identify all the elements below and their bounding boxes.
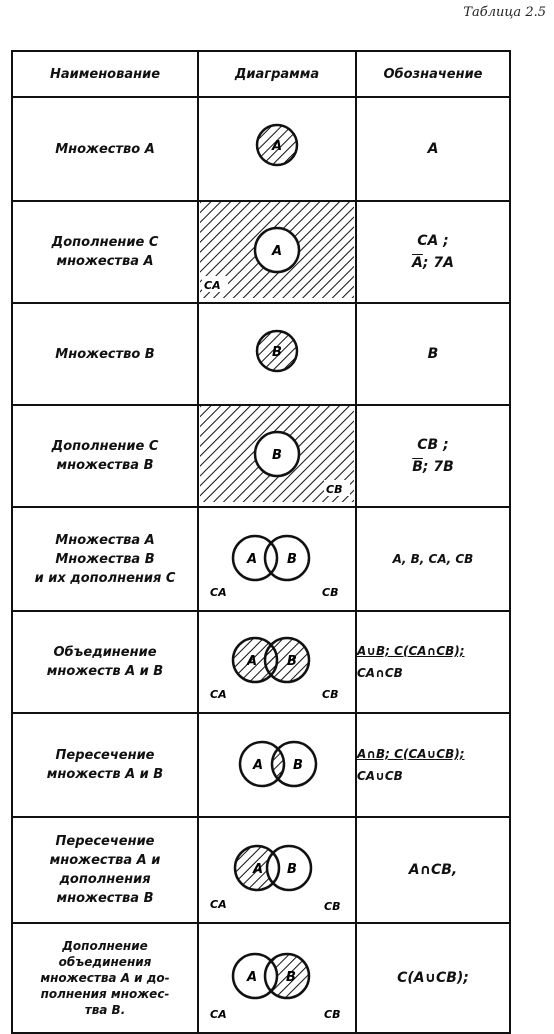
venn-diagram bbox=[198, 405, 356, 507]
designation: СА ; А; 7А bbox=[356, 201, 510, 303]
label-cb: СВ bbox=[322, 586, 339, 599]
label-a: А bbox=[246, 970, 258, 985]
label-cb: СВ bbox=[322, 688, 339, 701]
label-a: А bbox=[271, 244, 283, 259]
table-row bbox=[12, 713, 510, 817]
label-ca: СА bbox=[210, 1008, 227, 1021]
row-name: Дополнение С множества А bbox=[12, 201, 198, 303]
label-ca: СА bbox=[210, 688, 227, 701]
table-row bbox=[12, 97, 510, 201]
venn-diagram bbox=[198, 201, 356, 303]
label-a: А bbox=[246, 552, 258, 567]
row-name: Множества А Множества В и их дополнения С bbox=[12, 507, 198, 611]
label-cb: СВ bbox=[326, 483, 343, 496]
row-name: Пересечение множеств А и В bbox=[12, 713, 198, 817]
table-row bbox=[12, 507, 510, 611]
venn-diagram bbox=[198, 611, 356, 713]
designation: А, В, СА, СВ bbox=[356, 507, 510, 611]
label-b: В bbox=[287, 552, 297, 567]
designation: А bbox=[356, 97, 510, 201]
venn-diagram bbox=[198, 303, 356, 405]
label-b: В bbox=[272, 345, 282, 360]
designation: А∩СВ, bbox=[356, 817, 510, 923]
row-name: Множество В bbox=[12, 303, 198, 405]
designation: СВ ; В; 7В bbox=[356, 405, 510, 507]
row-name: Множество А bbox=[12, 97, 198, 201]
label-a: А bbox=[252, 758, 264, 773]
row-name: Пересечение множества А и дополнения множества В bbox=[12, 817, 198, 923]
label-a: А bbox=[271, 139, 283, 154]
venn-diagram bbox=[198, 817, 356, 923]
row-name: Объединение множеств А и В bbox=[12, 611, 198, 713]
label-a: А bbox=[252, 862, 264, 877]
sets-table bbox=[11, 50, 511, 1034]
label-ca: СА bbox=[210, 898, 227, 911]
designation: А∩В; С(СА∪СВ); СА∪СВ bbox=[356, 713, 510, 817]
row-name: Дополнение С множества В bbox=[12, 405, 198, 507]
venn-diagram bbox=[198, 97, 356, 201]
header-diagram: Диаграмма bbox=[198, 51, 356, 97]
label-b: В bbox=[287, 654, 297, 669]
label-b: В bbox=[293, 758, 303, 773]
designation: В bbox=[356, 303, 510, 405]
table-caption: Таблица 2.5 bbox=[463, 5, 546, 20]
designation: А∪В; С(СА∩СВ); СА∩СВ bbox=[356, 611, 510, 713]
venn-diagram bbox=[198, 923, 356, 1033]
venn-diagram bbox=[198, 507, 356, 611]
label-b: В bbox=[286, 970, 296, 985]
venn-diagram bbox=[198, 713, 356, 817]
header-name: Наименование bbox=[12, 51, 198, 97]
label-b: В bbox=[287, 862, 297, 877]
label-ca: СА bbox=[204, 279, 221, 292]
header-designation: Обозначение bbox=[356, 51, 510, 97]
header-row bbox=[12, 51, 510, 97]
label-cb: СВ bbox=[324, 1008, 341, 1021]
table-row bbox=[12, 923, 510, 1033]
table-row bbox=[12, 405, 510, 507]
table-row bbox=[12, 611, 510, 713]
label-ca: СА bbox=[210, 586, 227, 599]
row-name: Дополнение объединения множества А и до- полнения множес- тва В. bbox=[12, 923, 198, 1033]
label-a: А bbox=[246, 654, 258, 669]
label-b: В bbox=[272, 448, 282, 463]
table-row bbox=[12, 817, 510, 923]
table-row bbox=[12, 303, 510, 405]
label-cb: СВ bbox=[324, 900, 341, 913]
table-row bbox=[12, 201, 510, 303]
designation: С(А∪СВ); bbox=[356, 923, 510, 1033]
